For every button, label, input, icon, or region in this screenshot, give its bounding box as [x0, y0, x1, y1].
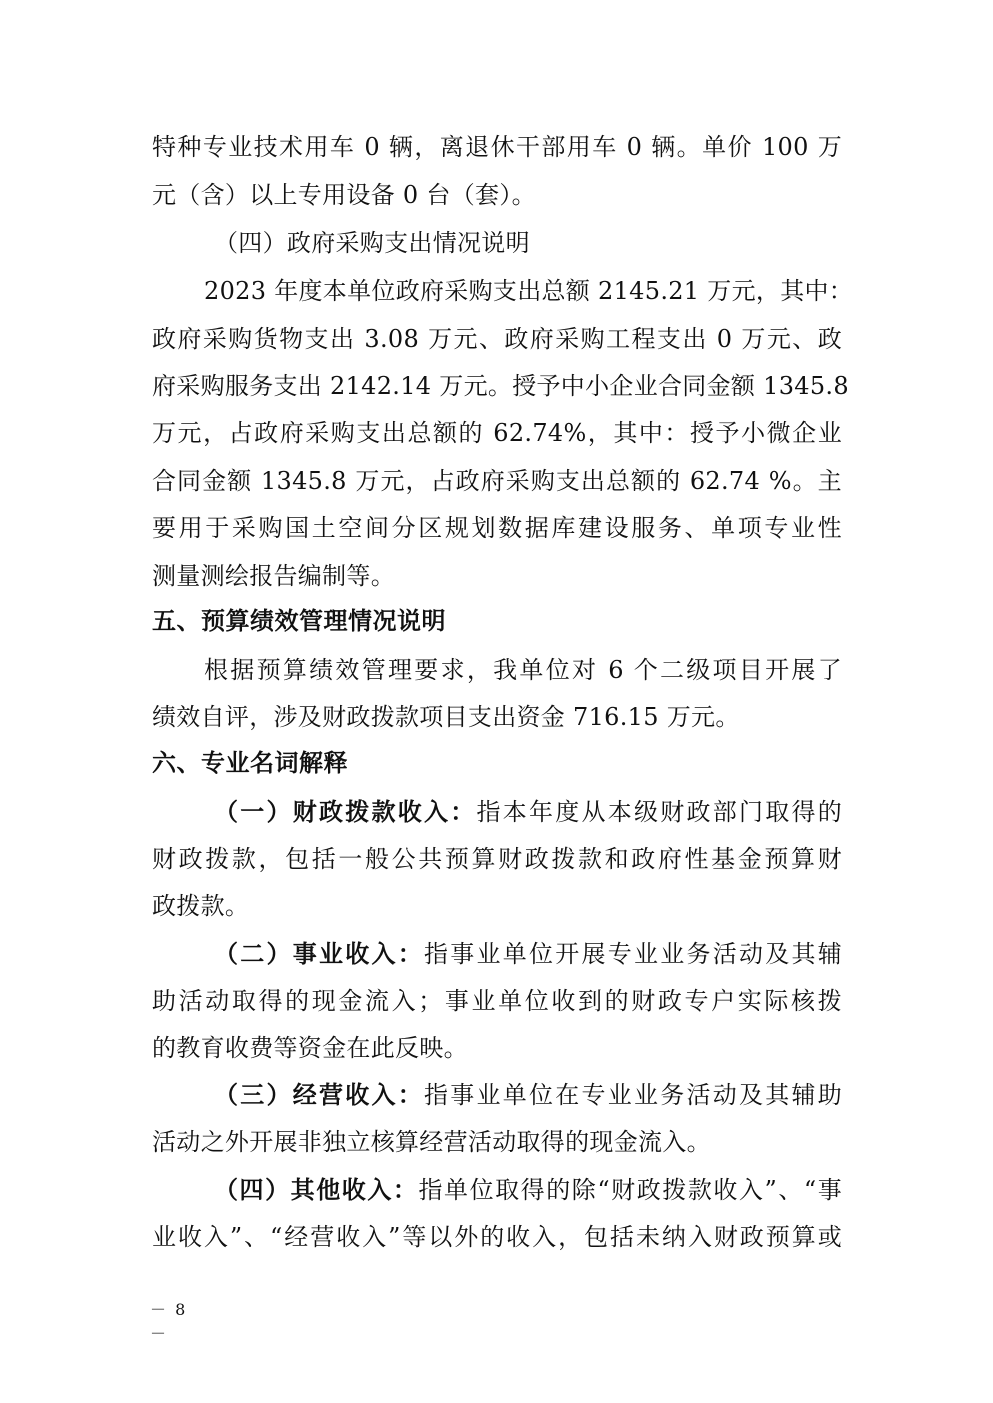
- paragraph-line: 的教育收费等资金在此反映。: [152, 1034, 468, 1062]
- paragraph-line: 府采购服务支出 2142.14 万元。授予中小企业合同金额 1345.8: [152, 372, 849, 400]
- paragraph-line: 助活动取得的现金流入；事业单位收到的财政专户实际核拨: [152, 987, 842, 1015]
- page-number: － 8 －: [150, 1300, 188, 1343]
- paragraph-line: 政拨款。: [152, 892, 250, 920]
- paragraph-line: 元（含）以上专用设备 0 台（套）。: [152, 181, 536, 209]
- term-text: 指事业单位开展专业业务活动及其辅: [423, 940, 842, 968]
- section-heading: 六、专业名词解释: [152, 749, 348, 777]
- term-definition-line: [214, 934, 842, 974]
- term-definition-line: [214, 1170, 842, 1210]
- paragraph-line: 2023 年度本单位政府采购支出总额 2145.21 万元，其中：: [204, 277, 854, 305]
- section-heading: 五、预算绩效管理情况说明: [152, 607, 446, 635]
- term-text: 指本年度从本级财政部门取得的: [476, 798, 843, 826]
- term-label: （四）其他收入：: [214, 1176, 419, 1204]
- paragraph-line: 绩效自评，涉及财政拨款项目支出资金 716.15 万元。: [152, 703, 740, 731]
- paragraph-line: 合同金额 1345.8 万元，占政府采购支出总额的 62.74 %。主: [152, 467, 842, 495]
- term-label: （二）事业收入：: [214, 940, 424, 968]
- term-text: 指单位取得的除“财政拨款收入”、“事: [418, 1176, 842, 1204]
- paragraph-line: 活动之外开展非独立核算经营活动取得的现金流入。: [152, 1128, 711, 1156]
- paragraph-line: 政府采购货物支出 3.08 万元、政府采购工程支出 0 万元、政: [152, 325, 842, 353]
- term-definition-line: [214, 792, 842, 832]
- section-subheading: （四）政府采购支出情况说明: [214, 229, 530, 257]
- term-definition-line: [214, 1075, 842, 1115]
- paragraph-line: 要用于采购国土空间分区规划数据库建设服务、单项专业性: [152, 514, 842, 542]
- paragraph-line: 万元，占政府采购支出总额的 62.74%，其中：授予小微企业: [152, 419, 842, 447]
- paragraph-line: 财政拨款，包括一般公共预算财政拨款和政府性基金预算财: [152, 845, 842, 873]
- paragraph-line: 测量测绘报告编制等。: [152, 562, 395, 590]
- term-label: （三）经营收入：: [214, 1081, 424, 1109]
- paragraph-line: 根据预算绩效管理要求，我单位对 6 个二级项目开展了: [204, 656, 842, 684]
- paragraph-line: 业收入”、“经营收入”等以外的收入，包括未纳入财政预算或: [152, 1223, 842, 1251]
- term-text: 指事业单位在专业业务活动及其辅助: [423, 1081, 842, 1109]
- paragraph-line: 特种专业技术用车 0 辆，离退休干部用车 0 辆。单价 100 万: [152, 133, 842, 161]
- term-label: （一）财政拨款收入：: [214, 798, 477, 826]
